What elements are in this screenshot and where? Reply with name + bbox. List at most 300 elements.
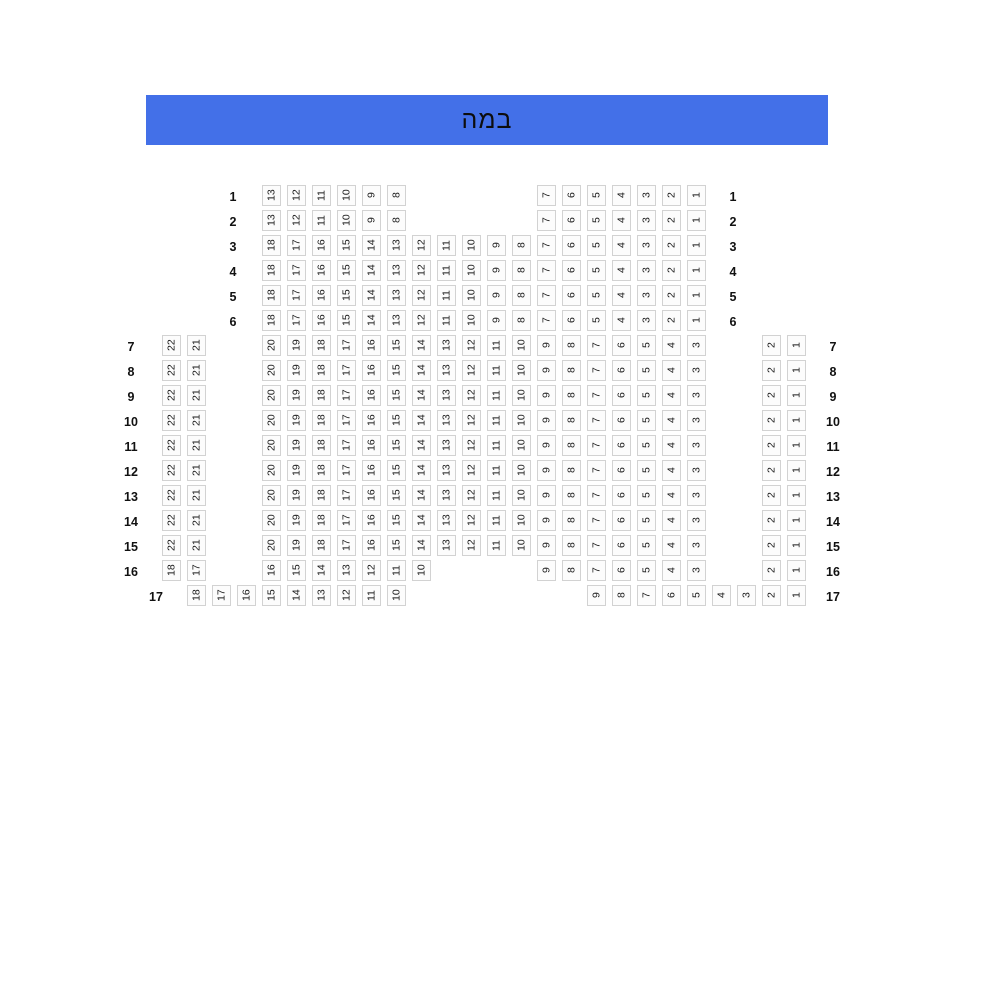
seat[interactable]: 8 bbox=[562, 385, 581, 406]
seat[interactable]: 5 bbox=[587, 210, 606, 231]
seat[interactable]: 4 bbox=[662, 560, 681, 581]
seat[interactable]: 17 bbox=[337, 385, 356, 406]
seat[interactable]: 10 bbox=[412, 560, 431, 581]
seat[interactable]: 2 bbox=[662, 260, 681, 281]
seat[interactable]: 9 bbox=[537, 360, 556, 381]
seat[interactable]: 20 bbox=[262, 435, 281, 456]
seat[interactable]: 12 bbox=[412, 285, 431, 306]
seat[interactable]: 10 bbox=[512, 485, 531, 506]
seat[interactable]: 11 bbox=[487, 410, 506, 431]
seat[interactable]: 15 bbox=[387, 435, 406, 456]
seat[interactable]: 21 bbox=[187, 435, 206, 456]
seat[interactable]: 22 bbox=[162, 385, 181, 406]
seat[interactable]: 10 bbox=[462, 260, 481, 281]
seat[interactable]: 7 bbox=[537, 185, 556, 206]
seat[interactable]: 7 bbox=[587, 485, 606, 506]
seat[interactable]: 14 bbox=[412, 460, 431, 481]
seat[interactable]: 16 bbox=[362, 535, 381, 556]
seat[interactable]: 12 bbox=[337, 585, 356, 606]
seat[interactable]: 1 bbox=[787, 335, 806, 356]
seat[interactable]: 3 bbox=[637, 310, 656, 331]
seat[interactable]: 9 bbox=[537, 435, 556, 456]
seat[interactable]: 18 bbox=[162, 560, 181, 581]
seat[interactable]: 9 bbox=[487, 285, 506, 306]
seat[interactable]: 6 bbox=[612, 410, 631, 431]
seat[interactable]: 19 bbox=[287, 360, 306, 381]
seat[interactable]: 3 bbox=[637, 260, 656, 281]
seat[interactable]: 3 bbox=[687, 435, 706, 456]
seat[interactable]: 8 bbox=[562, 535, 581, 556]
seat[interactable]: 1 bbox=[787, 535, 806, 556]
seat[interactable]: 21 bbox=[187, 535, 206, 556]
seat[interactable]: 11 bbox=[437, 260, 456, 281]
seat[interactable]: 8 bbox=[512, 310, 531, 331]
seat[interactable]: 2 bbox=[762, 585, 781, 606]
seat[interactable]: 17 bbox=[337, 410, 356, 431]
seat[interactable]: 22 bbox=[162, 435, 181, 456]
seat[interactable]: 4 bbox=[612, 260, 631, 281]
seat[interactable]: 12 bbox=[412, 260, 431, 281]
seat[interactable]: 5 bbox=[687, 585, 706, 606]
seat[interactable]: 4 bbox=[662, 435, 681, 456]
seat[interactable]: 6 bbox=[562, 310, 581, 331]
seat[interactable]: 17 bbox=[287, 260, 306, 281]
seat[interactable]: 6 bbox=[562, 210, 581, 231]
seat[interactable]: 3 bbox=[737, 585, 756, 606]
seat[interactable]: 10 bbox=[512, 360, 531, 381]
seat[interactable]: 1 bbox=[687, 185, 706, 206]
seat[interactable]: 1 bbox=[787, 510, 806, 531]
seat[interactable]: 14 bbox=[412, 485, 431, 506]
seat[interactable]: 3 bbox=[687, 460, 706, 481]
seat[interactable]: 2 bbox=[762, 410, 781, 431]
seat[interactable]: 4 bbox=[662, 385, 681, 406]
seat[interactable]: 4 bbox=[662, 535, 681, 556]
seat[interactable]: 18 bbox=[312, 460, 331, 481]
seat[interactable]: 11 bbox=[437, 285, 456, 306]
seat[interactable]: 22 bbox=[162, 510, 181, 531]
seat[interactable]: 12 bbox=[462, 535, 481, 556]
seat[interactable]: 21 bbox=[187, 335, 206, 356]
seat[interactable]: 9 bbox=[537, 535, 556, 556]
seat[interactable]: 12 bbox=[287, 210, 306, 231]
seat[interactable]: 16 bbox=[362, 510, 381, 531]
seat[interactable]: 19 bbox=[287, 460, 306, 481]
seat[interactable]: 11 bbox=[487, 485, 506, 506]
seat[interactable]: 9 bbox=[537, 485, 556, 506]
seat[interactable]: 6 bbox=[612, 460, 631, 481]
seat[interactable]: 6 bbox=[612, 560, 631, 581]
seat[interactable]: 1 bbox=[787, 560, 806, 581]
seat[interactable]: 6 bbox=[612, 485, 631, 506]
seat[interactable]: 1 bbox=[787, 385, 806, 406]
seat[interactable]: 7 bbox=[587, 335, 606, 356]
seat[interactable]: 4 bbox=[712, 585, 731, 606]
seat[interactable]: 9 bbox=[487, 260, 506, 281]
seat[interactable]: 3 bbox=[687, 535, 706, 556]
seat[interactable]: 16 bbox=[362, 360, 381, 381]
seat[interactable]: 5 bbox=[637, 510, 656, 531]
seat[interactable]: 16 bbox=[312, 285, 331, 306]
seat[interactable]: 4 bbox=[612, 235, 631, 256]
seat[interactable]: 21 bbox=[187, 510, 206, 531]
seat[interactable]: 17 bbox=[337, 360, 356, 381]
seat[interactable]: 13 bbox=[437, 410, 456, 431]
seat[interactable]: 9 bbox=[537, 410, 556, 431]
seat[interactable]: 16 bbox=[362, 335, 381, 356]
seat[interactable]: 12 bbox=[362, 560, 381, 581]
seat[interactable]: 9 bbox=[362, 210, 381, 231]
seat[interactable]: 11 bbox=[437, 235, 456, 256]
seat[interactable]: 4 bbox=[662, 485, 681, 506]
seat[interactable]: 15 bbox=[387, 460, 406, 481]
seat[interactable]: 7 bbox=[537, 235, 556, 256]
seat[interactable]: 11 bbox=[437, 310, 456, 331]
seat[interactable]: 2 bbox=[662, 310, 681, 331]
seat[interactable]: 8 bbox=[512, 285, 531, 306]
seat[interactable]: 1 bbox=[787, 485, 806, 506]
seat[interactable]: 10 bbox=[337, 210, 356, 231]
seat[interactable]: 2 bbox=[762, 485, 781, 506]
seat[interactable]: 4 bbox=[612, 310, 631, 331]
seat[interactable]: 20 bbox=[262, 410, 281, 431]
seat[interactable]: 14 bbox=[412, 385, 431, 406]
seat[interactable]: 1 bbox=[787, 410, 806, 431]
seat[interactable]: 9 bbox=[487, 235, 506, 256]
seat[interactable]: 13 bbox=[387, 260, 406, 281]
seat[interactable]: 18 bbox=[312, 335, 331, 356]
seat[interactable]: 3 bbox=[687, 360, 706, 381]
seat[interactable]: 6 bbox=[612, 435, 631, 456]
seat[interactable]: 11 bbox=[487, 435, 506, 456]
seat[interactable]: 18 bbox=[312, 360, 331, 381]
seat[interactable]: 3 bbox=[637, 185, 656, 206]
seat[interactable]: 13 bbox=[437, 510, 456, 531]
seat[interactable]: 13 bbox=[262, 185, 281, 206]
seat[interactable]: 1 bbox=[687, 285, 706, 306]
seat[interactable]: 1 bbox=[687, 260, 706, 281]
seat[interactable]: 4 bbox=[662, 410, 681, 431]
seat[interactable]: 11 bbox=[487, 360, 506, 381]
seat[interactable]: 17 bbox=[337, 435, 356, 456]
seat[interactable]: 11 bbox=[487, 335, 506, 356]
seat[interactable]: 14 bbox=[412, 360, 431, 381]
seat[interactable]: 12 bbox=[412, 235, 431, 256]
seat[interactable]: 1 bbox=[787, 435, 806, 456]
seat[interactable]: 13 bbox=[337, 560, 356, 581]
seat[interactable]: 6 bbox=[612, 335, 631, 356]
seat[interactable]: 5 bbox=[587, 310, 606, 331]
seat[interactable]: 20 bbox=[262, 335, 281, 356]
seat[interactable]: 7 bbox=[537, 310, 556, 331]
seat[interactable]: 14 bbox=[412, 435, 431, 456]
seat[interactable]: 4 bbox=[662, 460, 681, 481]
seat[interactable]: 5 bbox=[637, 535, 656, 556]
seat[interactable]: 2 bbox=[662, 235, 681, 256]
seat[interactable]: 19 bbox=[287, 535, 306, 556]
seat[interactable]: 14 bbox=[362, 310, 381, 331]
seat[interactable]: 4 bbox=[662, 335, 681, 356]
seat[interactable]: 9 bbox=[537, 560, 556, 581]
seat[interactable]: 12 bbox=[412, 310, 431, 331]
seat[interactable]: 7 bbox=[587, 410, 606, 431]
seat[interactable]: 5 bbox=[637, 385, 656, 406]
seat[interactable]: 11 bbox=[487, 385, 506, 406]
seat[interactable]: 16 bbox=[312, 310, 331, 331]
seat[interactable]: 6 bbox=[562, 285, 581, 306]
seat[interactable]: 8 bbox=[562, 485, 581, 506]
seat[interactable]: 18 bbox=[312, 535, 331, 556]
seat[interactable]: 18 bbox=[187, 585, 206, 606]
seat[interactable]: 13 bbox=[387, 310, 406, 331]
seat[interactable]: 19 bbox=[287, 410, 306, 431]
seat[interactable]: 11 bbox=[487, 460, 506, 481]
seat[interactable]: 10 bbox=[512, 435, 531, 456]
seat[interactable]: 8 bbox=[387, 210, 406, 231]
seat[interactable]: 9 bbox=[537, 335, 556, 356]
seat[interactable]: 7 bbox=[587, 360, 606, 381]
seat[interactable]: 18 bbox=[312, 410, 331, 431]
seat[interactable]: 15 bbox=[337, 310, 356, 331]
seat[interactable]: 11 bbox=[387, 560, 406, 581]
seat[interactable]: 15 bbox=[387, 385, 406, 406]
seat[interactable]: 6 bbox=[612, 510, 631, 531]
seat[interactable]: 3 bbox=[687, 510, 706, 531]
seat[interactable]: 4 bbox=[612, 285, 631, 306]
seat[interactable]: 1 bbox=[687, 310, 706, 331]
seat[interactable]: 15 bbox=[387, 535, 406, 556]
seat[interactable]: 3 bbox=[687, 385, 706, 406]
seat[interactable]: 18 bbox=[262, 285, 281, 306]
seat[interactable]: 8 bbox=[512, 260, 531, 281]
seat[interactable]: 8 bbox=[562, 360, 581, 381]
seat[interactable]: 3 bbox=[637, 235, 656, 256]
seat[interactable]: 21 bbox=[187, 360, 206, 381]
seat[interactable]: 14 bbox=[312, 560, 331, 581]
seat[interactable]: 18 bbox=[262, 310, 281, 331]
seat[interactable]: 4 bbox=[612, 185, 631, 206]
seat[interactable]: 6 bbox=[562, 260, 581, 281]
seat[interactable]: 18 bbox=[262, 235, 281, 256]
seat[interactable]: 12 bbox=[462, 435, 481, 456]
seat[interactable]: 16 bbox=[362, 460, 381, 481]
seat[interactable]: 9 bbox=[537, 385, 556, 406]
seat[interactable]: 19 bbox=[287, 485, 306, 506]
seat[interactable]: 5 bbox=[587, 235, 606, 256]
seat[interactable]: 16 bbox=[362, 410, 381, 431]
seat[interactable]: 9 bbox=[537, 510, 556, 531]
seat[interactable]: 12 bbox=[462, 335, 481, 356]
seat[interactable]: 19 bbox=[287, 385, 306, 406]
seat[interactable]: 15 bbox=[387, 335, 406, 356]
seat[interactable]: 4 bbox=[662, 510, 681, 531]
seat[interactable]: 8 bbox=[387, 185, 406, 206]
seat[interactable]: 13 bbox=[437, 385, 456, 406]
seat[interactable]: 7 bbox=[587, 385, 606, 406]
seat[interactable]: 16 bbox=[362, 485, 381, 506]
seat[interactable]: 22 bbox=[162, 535, 181, 556]
seat[interactable]: 21 bbox=[187, 485, 206, 506]
seat[interactable]: 13 bbox=[437, 485, 456, 506]
seat[interactable]: 10 bbox=[387, 585, 406, 606]
seat[interactable]: 16 bbox=[362, 385, 381, 406]
seat[interactable]: 13 bbox=[437, 535, 456, 556]
seat[interactable]: 17 bbox=[337, 460, 356, 481]
seat[interactable]: 16 bbox=[262, 560, 281, 581]
seat[interactable]: 19 bbox=[287, 335, 306, 356]
seat[interactable]: 14 bbox=[362, 285, 381, 306]
seat[interactable]: 7 bbox=[537, 285, 556, 306]
seat[interactable]: 9 bbox=[537, 460, 556, 481]
seat[interactable]: 5 bbox=[637, 360, 656, 381]
seat[interactable]: 13 bbox=[387, 285, 406, 306]
seat[interactable]: 8 bbox=[562, 560, 581, 581]
seat[interactable]: 6 bbox=[562, 235, 581, 256]
seat[interactable]: 17 bbox=[337, 510, 356, 531]
seat[interactable]: 14 bbox=[362, 235, 381, 256]
seat[interactable]: 5 bbox=[637, 460, 656, 481]
seat[interactable]: 15 bbox=[337, 285, 356, 306]
seat[interactable]: 15 bbox=[262, 585, 281, 606]
seat[interactable]: 8 bbox=[562, 335, 581, 356]
seat[interactable]: 10 bbox=[512, 460, 531, 481]
seat[interactable]: 10 bbox=[512, 510, 531, 531]
seat[interactable]: 17 bbox=[337, 535, 356, 556]
seat[interactable]: 5 bbox=[587, 185, 606, 206]
seat[interactable]: 10 bbox=[462, 310, 481, 331]
seat[interactable]: 5 bbox=[637, 335, 656, 356]
seat[interactable]: 22 bbox=[162, 485, 181, 506]
seat[interactable]: 16 bbox=[237, 585, 256, 606]
seat[interactable]: 2 bbox=[662, 210, 681, 231]
seat[interactable]: 8 bbox=[612, 585, 631, 606]
seat[interactable]: 2 bbox=[662, 285, 681, 306]
seat[interactable]: 11 bbox=[487, 535, 506, 556]
seat[interactable]: 15 bbox=[387, 360, 406, 381]
seat[interactable]: 18 bbox=[312, 485, 331, 506]
seat[interactable]: 1 bbox=[787, 360, 806, 381]
seat[interactable]: 6 bbox=[612, 360, 631, 381]
seat[interactable]: 3 bbox=[687, 485, 706, 506]
seat[interactable]: 12 bbox=[462, 385, 481, 406]
seat[interactable]: 6 bbox=[612, 385, 631, 406]
seat[interactable]: 22 bbox=[162, 335, 181, 356]
seat[interactable]: 13 bbox=[312, 585, 331, 606]
seat[interactable]: 21 bbox=[187, 410, 206, 431]
seat[interactable]: 13 bbox=[437, 460, 456, 481]
seat[interactable]: 10 bbox=[462, 285, 481, 306]
seat[interactable]: 11 bbox=[362, 585, 381, 606]
seat[interactable]: 11 bbox=[312, 185, 331, 206]
seat[interactable]: 1 bbox=[787, 460, 806, 481]
seat[interactable]: 12 bbox=[462, 510, 481, 531]
seat[interactable]: 19 bbox=[287, 510, 306, 531]
seat[interactable]: 7 bbox=[587, 460, 606, 481]
seat[interactable]: 17 bbox=[287, 310, 306, 331]
seat[interactable]: 20 bbox=[262, 460, 281, 481]
seat[interactable]: 8 bbox=[562, 460, 581, 481]
seat[interactable]: 13 bbox=[437, 335, 456, 356]
seat[interactable]: 16 bbox=[312, 260, 331, 281]
seat[interactable]: 9 bbox=[587, 585, 606, 606]
seat[interactable]: 19 bbox=[287, 435, 306, 456]
seat[interactable]: 3 bbox=[687, 335, 706, 356]
seat[interactable]: 2 bbox=[762, 385, 781, 406]
seat[interactable]: 17 bbox=[287, 235, 306, 256]
seat[interactable]: 15 bbox=[337, 260, 356, 281]
seat[interactable]: 14 bbox=[412, 535, 431, 556]
seat[interactable]: 17 bbox=[212, 585, 231, 606]
seat[interactable]: 9 bbox=[487, 310, 506, 331]
seat[interactable]: 7 bbox=[587, 560, 606, 581]
seat[interactable]: 16 bbox=[312, 235, 331, 256]
seat[interactable]: 10 bbox=[462, 235, 481, 256]
seat[interactable]: 14 bbox=[412, 410, 431, 431]
seat[interactable]: 2 bbox=[762, 535, 781, 556]
seat[interactable]: 5 bbox=[637, 435, 656, 456]
seat[interactable]: 13 bbox=[437, 435, 456, 456]
seat[interactable]: 21 bbox=[187, 460, 206, 481]
seat[interactable]: 15 bbox=[387, 410, 406, 431]
seat[interactable]: 17 bbox=[337, 335, 356, 356]
seat[interactable]: 15 bbox=[287, 560, 306, 581]
seat[interactable]: 7 bbox=[637, 585, 656, 606]
seat[interactable]: 6 bbox=[612, 535, 631, 556]
seat[interactable]: 3 bbox=[637, 285, 656, 306]
seat[interactable]: 14 bbox=[287, 585, 306, 606]
seat[interactable]: 8 bbox=[562, 510, 581, 531]
seat[interactable]: 15 bbox=[337, 235, 356, 256]
seat[interactable]: 14 bbox=[412, 335, 431, 356]
seat[interactable]: 1 bbox=[687, 210, 706, 231]
seat[interactable]: 2 bbox=[662, 185, 681, 206]
seat[interactable]: 22 bbox=[162, 460, 181, 481]
seat[interactable]: 7 bbox=[537, 210, 556, 231]
seat[interactable]: 6 bbox=[562, 185, 581, 206]
seat[interactable]: 20 bbox=[262, 535, 281, 556]
seat[interactable]: 14 bbox=[412, 510, 431, 531]
seat[interactable]: 16 bbox=[362, 435, 381, 456]
seat[interactable]: 2 bbox=[762, 335, 781, 356]
seat[interactable]: 15 bbox=[387, 485, 406, 506]
seat[interactable]: 18 bbox=[312, 435, 331, 456]
seat[interactable]: 2 bbox=[762, 510, 781, 531]
seat[interactable]: 18 bbox=[262, 260, 281, 281]
seat[interactable]: 17 bbox=[337, 485, 356, 506]
seat[interactable]: 12 bbox=[462, 360, 481, 381]
seat[interactable]: 10 bbox=[337, 185, 356, 206]
seat[interactable]: 3 bbox=[637, 210, 656, 231]
seat[interactable]: 5 bbox=[587, 260, 606, 281]
seat[interactable]: 8 bbox=[562, 410, 581, 431]
seat[interactable]: 7 bbox=[587, 435, 606, 456]
seat[interactable]: 20 bbox=[262, 510, 281, 531]
seat[interactable]: 1 bbox=[787, 585, 806, 606]
seat[interactable]: 3 bbox=[687, 410, 706, 431]
seat[interactable]: 8 bbox=[562, 435, 581, 456]
seat[interactable]: 15 bbox=[387, 510, 406, 531]
seat[interactable]: 20 bbox=[262, 360, 281, 381]
seat[interactable]: 21 bbox=[187, 385, 206, 406]
seat[interactable]: 22 bbox=[162, 360, 181, 381]
seat[interactable]: 8 bbox=[512, 235, 531, 256]
seat[interactable]: 2 bbox=[762, 435, 781, 456]
seat[interactable]: 9 bbox=[362, 185, 381, 206]
seat[interactable]: 11 bbox=[312, 210, 331, 231]
seat[interactable]: 10 bbox=[512, 410, 531, 431]
seat[interactable]: 1 bbox=[687, 235, 706, 256]
seat[interactable]: 18 bbox=[312, 385, 331, 406]
